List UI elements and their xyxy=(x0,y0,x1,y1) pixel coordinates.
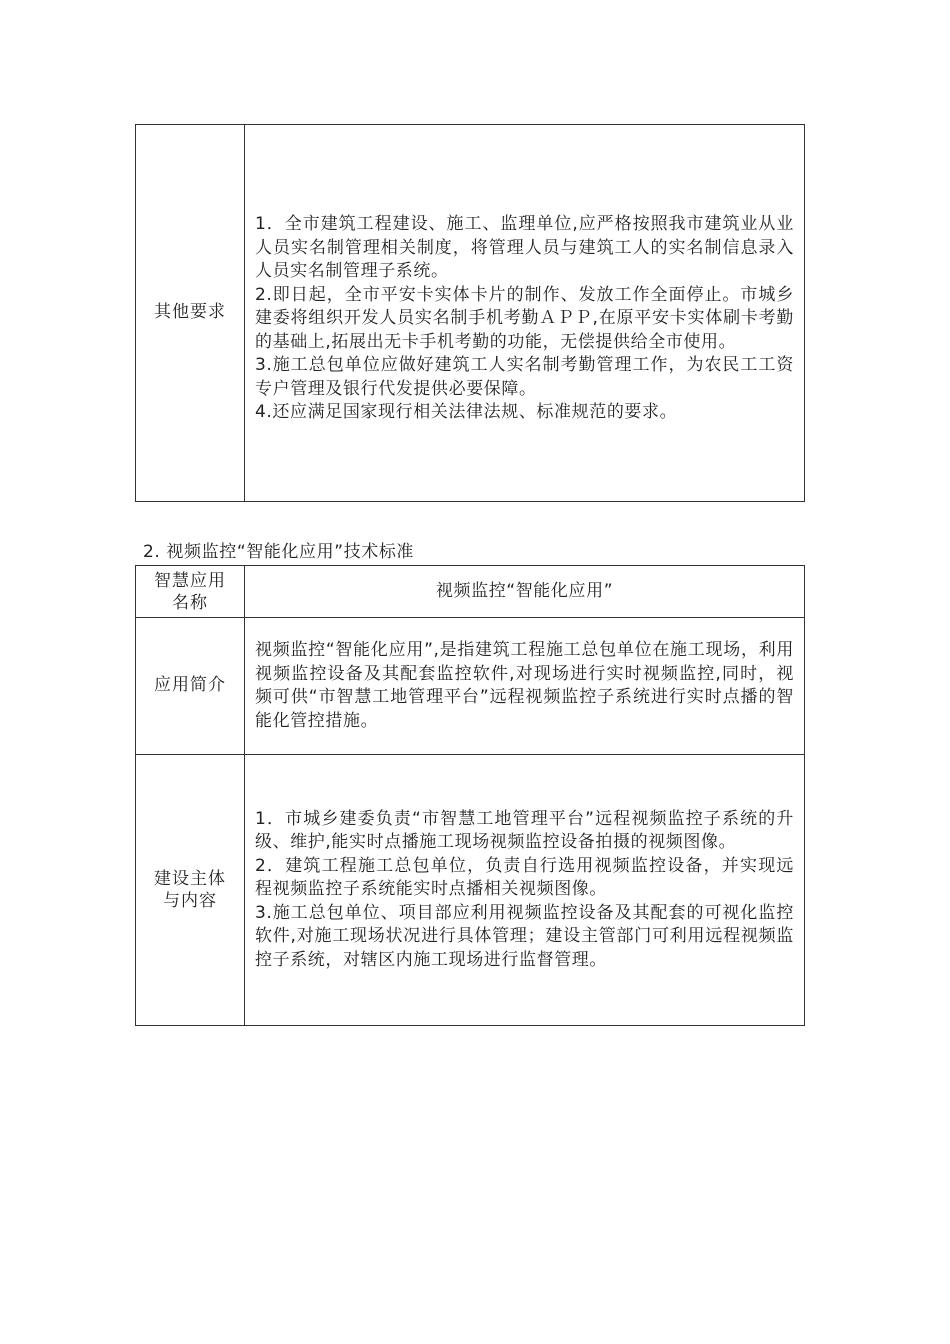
intro-text: 视频监控“智能化应用”,是指建筑工程施工总包单位在施工现场，利用视频监控设备及其配套监控软件,对现场进行实时视频监控,同时，视频可供“市智慧工地管理平台”远程视频监控子系统进行实时点播的智能化管控措施。 xyxy=(255,640,794,731)
body-content xyxy=(245,755,805,1026)
other-requirements-table xyxy=(135,124,805,502)
table-row xyxy=(136,618,805,755)
header-value: 视频监控“智能化应用” xyxy=(245,566,805,618)
section-title: 2. 视频监控“智能化应用”技术标准 xyxy=(143,542,415,562)
table-row xyxy=(136,125,805,502)
table-row xyxy=(136,755,805,1026)
body-label-line2: 与内容 xyxy=(163,891,217,911)
requirement-item-3: 3.施工总包单位应做好建筑工人实名制考勤管理工作，为农民工工资专户管理及银行代发提供必要保障。 xyxy=(255,355,794,399)
body-label xyxy=(136,755,245,1026)
video-monitoring-standard-table xyxy=(135,565,805,1026)
header-label-line2: 名称 xyxy=(172,592,208,613)
intro-content xyxy=(245,618,805,755)
body-item-1: 1．市城乡建委负责“市智慧工地管理平台”远程视频监控子系统的升级、维护,能实时点播施工现场视频监控设备拍摄的视频图像。 xyxy=(255,808,794,853)
body-item-2: 2．建筑工程施工总包单位，负责自行选用视频监控设备，并实现远程视频监控子系统能实时点播相关视频图像。 xyxy=(255,855,794,900)
requirement-item-1: 1．全市建筑工程建设、施工、监理单位,应严格按照我市建筑业从业人员实名制管理相关制度，将管理人员与建筑工人的实名制信息录入人员实名制管理子系统。 xyxy=(255,214,794,282)
body-label-line1: 建设主体 xyxy=(154,869,226,889)
table-row xyxy=(136,566,805,618)
row-content xyxy=(245,125,805,502)
requirement-item-4: 4.还应满足国家现行相关法律法规、标准规范的要求。 xyxy=(255,402,678,423)
header-label xyxy=(136,566,245,618)
header-label-line1: 智慧应用 xyxy=(154,570,226,591)
body-item-3: 3.施工总包单位、项目部应利用视频监控设备及其配套的可视化监控软件,对施工现场状况进行具体管理；建设主管部门可利用远程视频监控子系统，对辖区内施工现场进行监督管理。 xyxy=(255,902,794,970)
requirement-item-2: 2.即日起，全市平安卡实体卡片的制作、发放工作全面停止。市城乡建委将组织开发人员实名制手机考勤ＡＰＰ,在原平安卡实体刷卡考勤的基础上,拓展出无卡手机考勤的功能，无偿提供给全市使用。 xyxy=(255,284,794,352)
intro-label: 应用简介 xyxy=(136,618,245,755)
row-label: 其他要求 xyxy=(136,125,245,502)
